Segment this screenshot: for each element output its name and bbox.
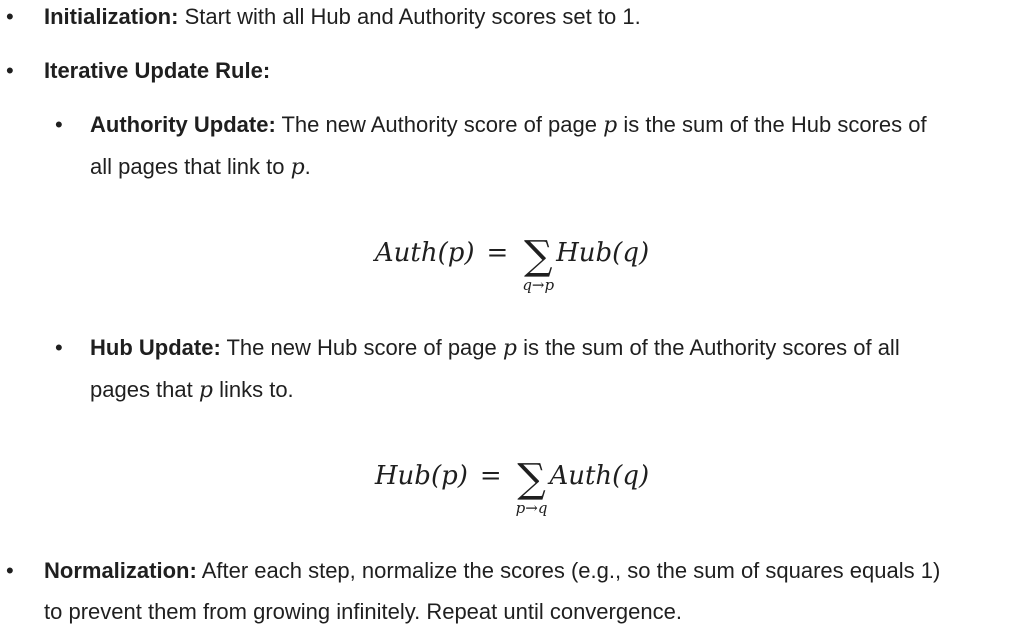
- authority-update-line-2: all pages that link to p.: [90, 154, 311, 180]
- normalization-text: [44, 550, 1020, 632]
- authority-update-text: [90, 104, 1020, 188]
- summation-symbol: ∑: [517, 456, 546, 502]
- formula-equals: =: [486, 237, 509, 268]
- summation-symbol: ∑: [523, 233, 553, 279]
- math-variable: p: [290, 155, 305, 180]
- formula-equals: =: [479, 460, 502, 491]
- iterative-update-label: Iterative Update Rule:: [44, 58, 271, 83]
- formula-rhs-argument: (q): [612, 237, 650, 268]
- summation: [522, 233, 555, 294]
- bullet: •: [6, 58, 14, 83]
- initialization-body: Start with all Hub and Authority scores set to 1.: [178, 4, 641, 29]
- formula-rhs-function: Hub: [556, 237, 613, 268]
- hub-formula: [0, 448, 1024, 517]
- normalization-line-1: Normalization: After each step, normalize the scores (e.g., so the sum of squares equals 1): [44, 558, 941, 583]
- bullet: •: [6, 558, 14, 583]
- bullet: •: [6, 4, 14, 29]
- hub-update-text: [90, 327, 1020, 411]
- formula-lhs-argument: (p): [437, 237, 475, 268]
- formula-rhs-function: Auth: [549, 460, 613, 491]
- hub-update-line-1: Hub Update: The new Hub score of page p is the sum of the Authority scores of all: [90, 335, 900, 361]
- summation-subscript: p→q: [515, 499, 548, 517]
- formula-rhs-argument: (q): [612, 460, 650, 491]
- summation: [515, 456, 548, 517]
- hub-update-label: Hub Update:: [90, 335, 221, 360]
- math-variable: p: [198, 378, 213, 403]
- iterative-update-text: [44, 50, 1020, 91]
- authority-update-line-1: Authority Update: The new Authority score of page p is the sum of the Hub scores of: [90, 112, 927, 138]
- authority-formula: [0, 225, 1024, 294]
- initialization-text: [44, 0, 1020, 37]
- formula-lhs-function: Auth: [374, 237, 438, 268]
- authority-update-label: Authority Update:: [90, 112, 276, 137]
- normalization-label: Normalization:: [44, 558, 197, 583]
- math-variable: p: [603, 113, 618, 138]
- initialization-label: Initialization:: [44, 4, 179, 29]
- bullet: •: [55, 335, 63, 360]
- summation-subscript: q→p: [522, 276, 555, 294]
- normalization-line-2: to prevent them from growing infinitely. Repeat until convergence.: [44, 599, 682, 624]
- math-variable: p: [502, 336, 517, 361]
- hub-update-line-2: pages that p links to.: [90, 377, 294, 403]
- formula-lhs-argument: (p): [430, 460, 468, 491]
- formula-lhs-function: Hub: [374, 460, 431, 491]
- bullet: •: [55, 112, 63, 137]
